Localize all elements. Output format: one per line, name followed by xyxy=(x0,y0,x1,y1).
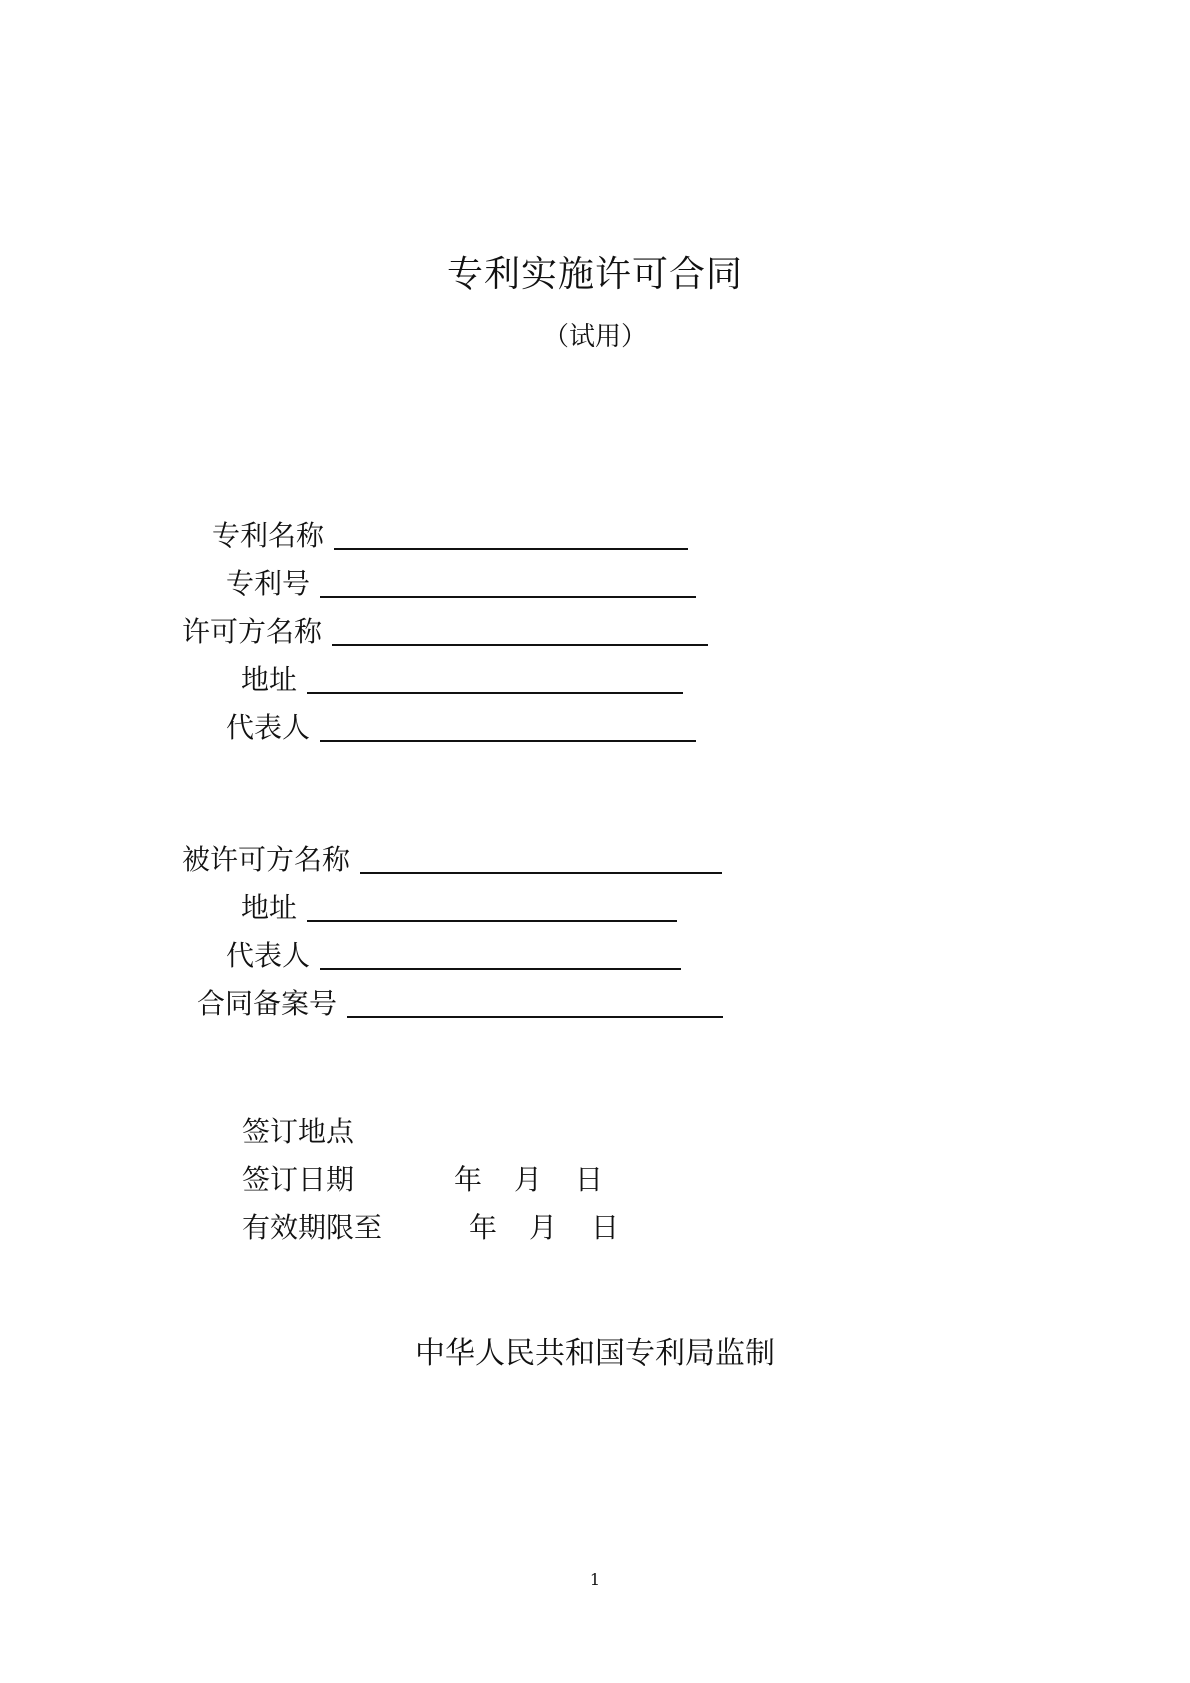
licensee-name-label: 被许可方名称 xyxy=(182,843,351,876)
filing-number-label: 合同备案号 xyxy=(197,987,338,1020)
licensor-representative-blank[interactable] xyxy=(320,710,696,742)
licensor-address-label: 地址 xyxy=(241,663,298,696)
validity-day: 日 xyxy=(591,1211,620,1244)
document-title: 专利实施许可合同 xyxy=(446,254,743,295)
page-number: 1 xyxy=(589,1570,601,1589)
licensee-representative-field xyxy=(226,938,681,974)
signing-date-month: 月 xyxy=(514,1163,543,1196)
licensor-representative-field xyxy=(226,710,696,746)
signing-date-day: 日 xyxy=(575,1163,604,1196)
licensee-representative-label: 代表人 xyxy=(226,939,311,972)
patent-number-blank[interactable] xyxy=(320,566,696,598)
licensee-representative-blank[interactable] xyxy=(320,938,681,970)
patent-number-label: 专利号 xyxy=(226,567,311,600)
filing-number-field xyxy=(197,986,723,1022)
patent-number-field xyxy=(226,566,696,602)
patent-name-label: 专利名称 xyxy=(212,519,325,552)
signing-date-year: 年 xyxy=(454,1163,483,1196)
licensee-address-label: 地址 xyxy=(241,891,298,924)
licensor-representative-label: 代表人 xyxy=(226,711,311,744)
validity-label: 有效期限至 xyxy=(242,1211,383,1244)
signing-place-label: 签订地点 xyxy=(242,1115,355,1148)
licensee-name-blank[interactable] xyxy=(360,842,722,874)
licensor-address-blank[interactable] xyxy=(307,662,683,694)
licensee-address-blank[interactable] xyxy=(307,890,677,922)
licensee-name-field xyxy=(182,842,722,878)
patent-name-blank[interactable] xyxy=(334,518,688,550)
licensor-name-blank[interactable] xyxy=(332,614,708,646)
licensor-address-field xyxy=(241,662,683,698)
signing-date-label: 签订日期 xyxy=(242,1163,355,1196)
patent-name-field xyxy=(212,518,688,554)
validity-year: 年 xyxy=(469,1211,498,1244)
filing-number-blank[interactable] xyxy=(347,986,723,1018)
licensor-name-label: 许可方名称 xyxy=(182,615,323,648)
issuer-line: 中华人民共和国专利局监制 xyxy=(415,1336,775,1371)
licensor-name-field xyxy=(182,614,708,650)
validity-month: 月 xyxy=(529,1211,558,1244)
document-subtitle: （试用） xyxy=(542,322,647,352)
licensee-address-field xyxy=(241,890,677,926)
